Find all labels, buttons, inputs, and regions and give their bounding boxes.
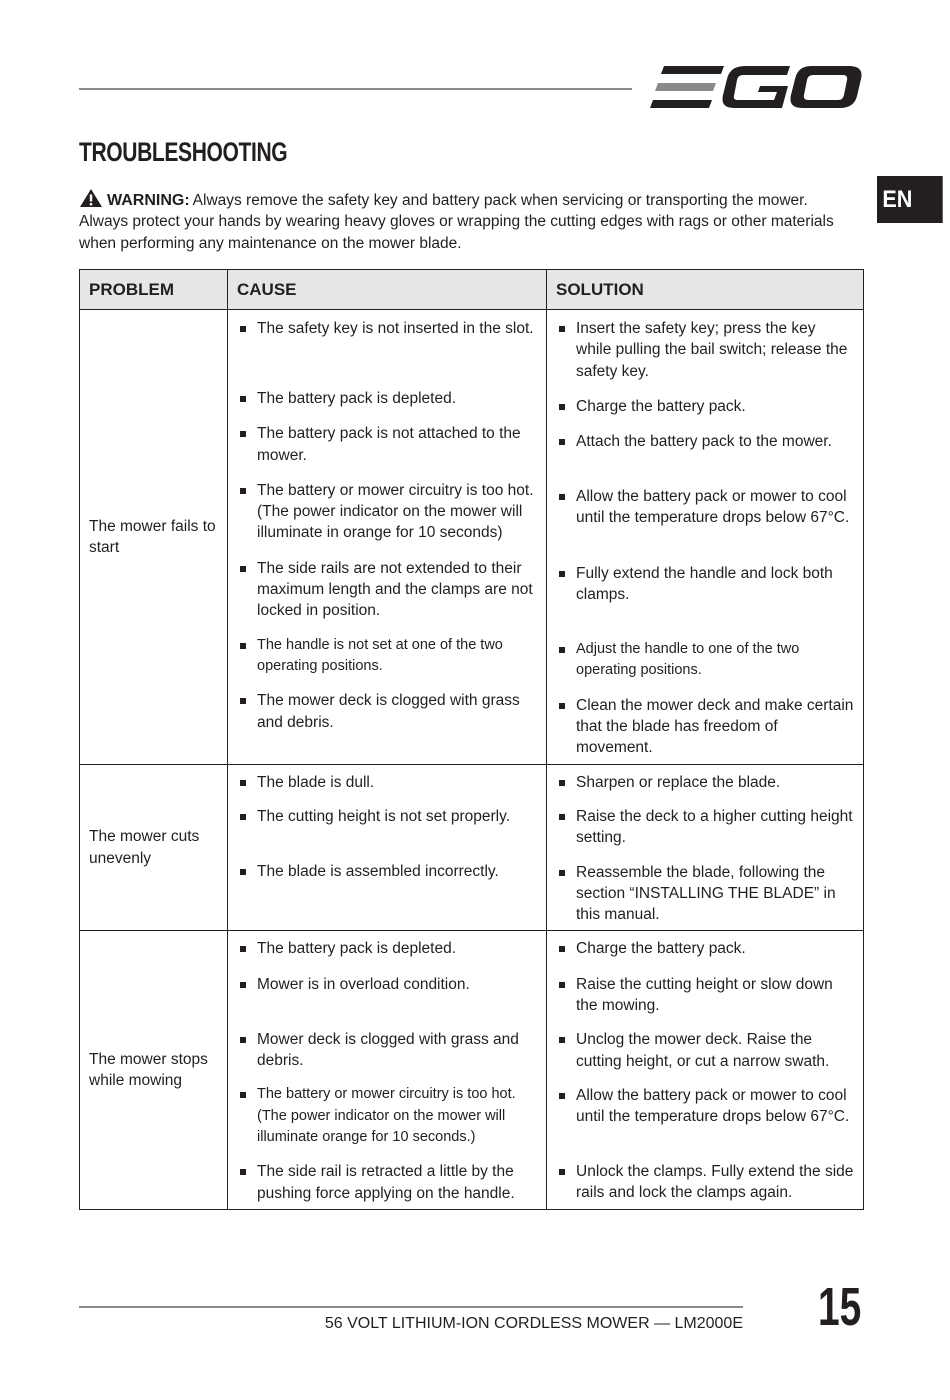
list-item: Allow the battery pack or mower to cool until the temperature drops below 67°C.: [547, 1085, 863, 1148]
list-item: Charge the battery pack.: [547, 396, 863, 417]
problem-cell: The mower cuts unevenly: [80, 764, 228, 931]
solution-cell: [547, 310, 864, 765]
troubleshooting-table: [79, 269, 864, 1210]
list-item: The cutting height is not set properly.: [228, 806, 546, 848]
list-item: The battery or mower circuitry is too hot. (The power indicator on the mower will illuminate orange for 10 seconds.): [228, 1084, 546, 1148]
list-item: The battery or mower circuitry is too hot. (The power indicator on the mower will illuminate in orange for 10 seconds): [228, 480, 546, 544]
header-rule: [79, 88, 632, 90]
list-item: The side rail is retracted a little by the pushing force applying on the handle.: [228, 1161, 546, 1204]
warning-label: WARNING:: [107, 192, 190, 209]
list-item: Clean the mower deck and make certain that the blade has freedom of movement.: [547, 695, 863, 759]
cause-cell: [228, 931, 547, 1209]
list-item: Raise the deck to a higher cutting height setting.: [547, 806, 863, 849]
list-item: The mower deck is clogged with grass and debris.: [228, 690, 546, 733]
list-item: Reassemble the blade, following the section “INSTALLING THE BLADE” in this manual.: [547, 862, 863, 926]
solution-cell: [547, 764, 864, 931]
warning-notice: [79, 188, 849, 254]
cause-cell: [228, 764, 547, 931]
list-item: The blade is dull.: [228, 772, 546, 793]
list-item: Mower is in overload condition.: [228, 974, 546, 1016]
list-item: The handle is not set at one of the two operating positions.: [228, 635, 546, 678]
list-item: Attach the battery pack to the mower.: [547, 431, 863, 473]
list-item: Mower deck is clogged with grass and debris.: [228, 1029, 546, 1072]
footer-product-name: 56 VOLT LITHIUM-ION CORDLESS MOWER — LM2000E: [324, 1315, 743, 1332]
list-item: The battery pack is not attached to the mower.: [228, 423, 546, 466]
cause-cell: [228, 310, 547, 765]
list-item: Allow the battery pack or mower to cool until the temperature drops below 67°C.: [547, 486, 863, 549]
list-item: Raise the cutting height or slow down the mowing.: [547, 974, 863, 1017]
page-number: 15: [818, 1277, 862, 1337]
footer-rule: [79, 1306, 743, 1308]
list-item: The battery pack is depleted.: [228, 388, 546, 409]
table-row: [80, 931, 864, 1209]
page-title: TROUBLESHOOTING: [79, 137, 288, 167]
table-header-row: [80, 270, 864, 310]
table-row: [80, 310, 864, 765]
problem-cell: The mower stops while mowing: [80, 931, 228, 1209]
header-cause: CAUSE: [228, 270, 547, 310]
ego-logo: [650, 62, 862, 114]
warning-triangle-icon: [79, 188, 103, 208]
problem-cell: The mower fails to start: [80, 310, 228, 765]
list-item: Unclog the mower deck. Raise the cutting height, or cut a narrow swath.: [547, 1029, 863, 1072]
table-row: [80, 764, 864, 931]
list-item: The battery pack is depleted.: [228, 938, 546, 959]
solution-cell: [547, 931, 864, 1209]
list-item: Unlock the clamps. Fully extend the side rails and lock the clamps again.: [547, 1161, 863, 1204]
header-problem: PROBLEM: [80, 270, 228, 310]
list-item: Charge the battery pack.: [547, 938, 863, 959]
list-item: The blade is assembled incorrectly.: [228, 861, 546, 924]
list-item: Sharpen or replace the blade.: [547, 772, 863, 793]
list-item: Insert the safety key; press the key while pulling the bail switch; release the safety key.: [547, 318, 863, 382]
warning-text: Always remove the safety key and battery pack when servicing or transporting the mower. Always protect your hands by wearing heavy gloves or wrapping the cutting edges with rags or other materials when performing any maintenance on the mower blade.: [79, 192, 834, 252]
list-item: The safety key is not inserted in the slot.: [228, 318, 546, 374]
list-item: Adjust the handle to one of the two operating positions.: [547, 639, 863, 682]
list-item: The side rails are not extended to their maximum length and the clamps are not locked in position.: [228, 558, 546, 622]
list-item: Fully extend the handle and lock both clamps.: [547, 563, 863, 626]
header-solution: SOLUTION: [547, 270, 864, 310]
language-tab: EN: [877, 176, 943, 223]
